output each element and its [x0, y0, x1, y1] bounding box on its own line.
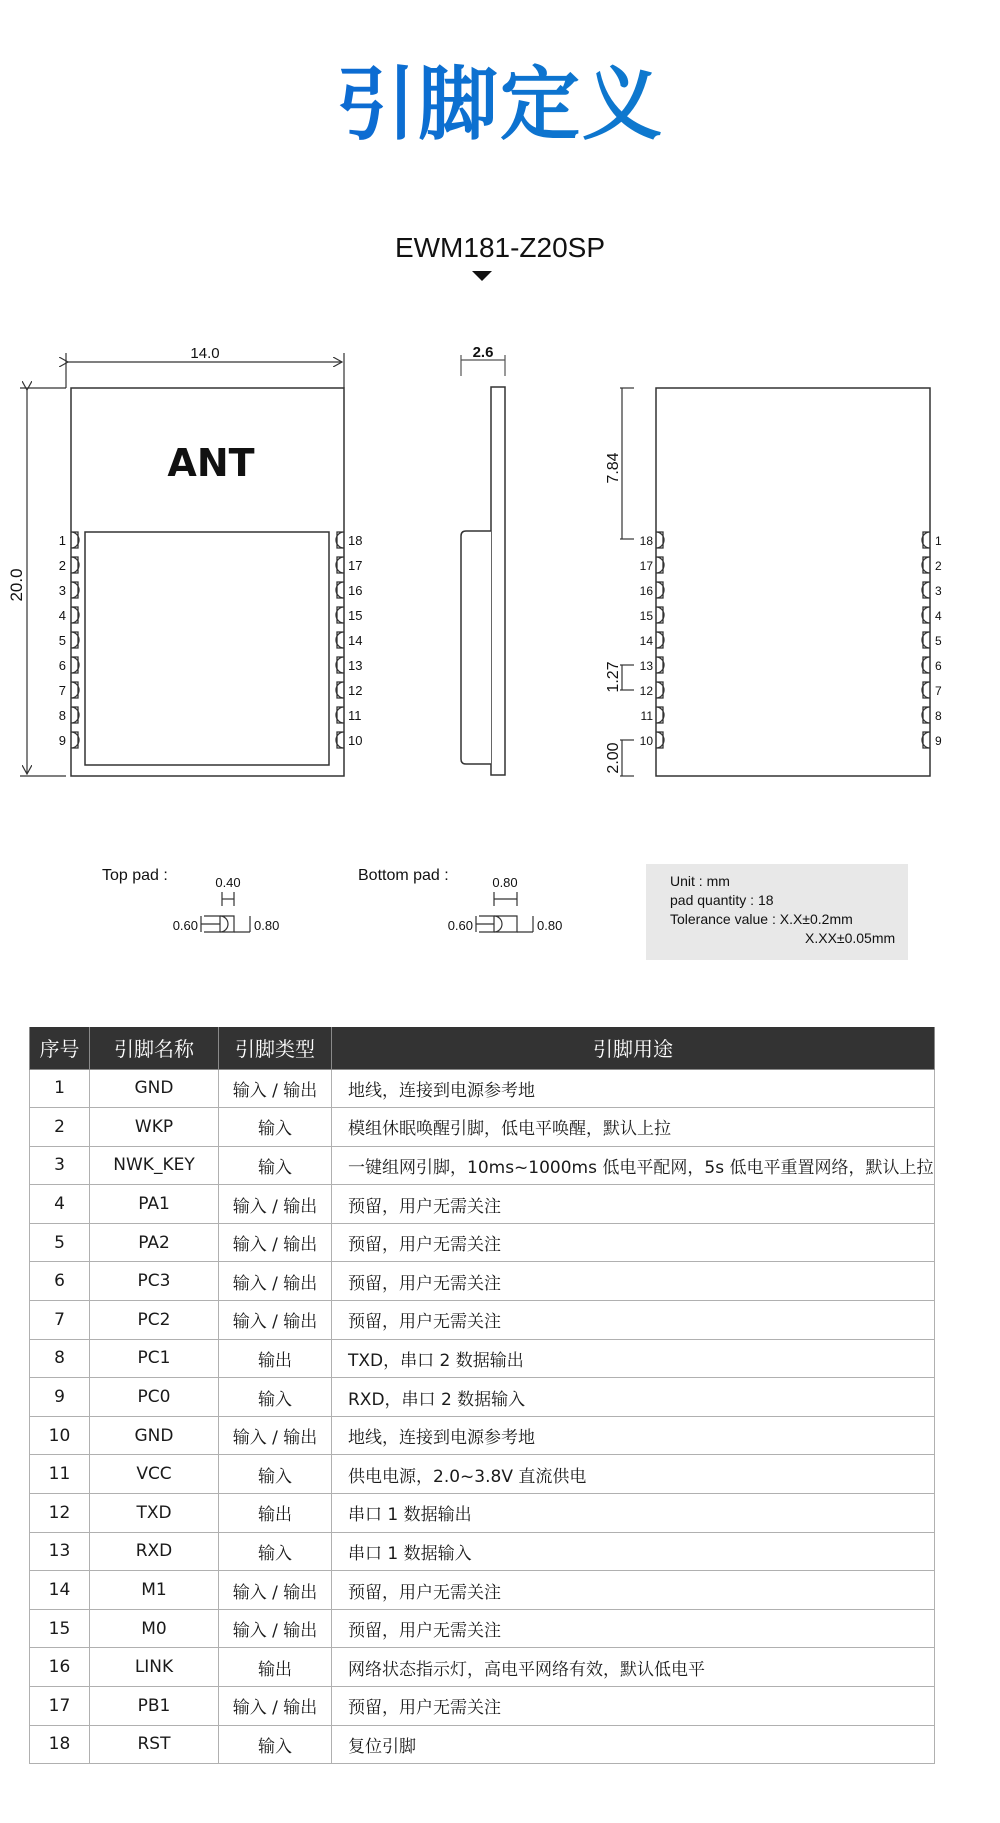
pin-usage: 预留，用户无需关注 — [332, 1609, 935, 1648]
spec-info-box — [646, 864, 908, 960]
svg-text:0.80: 0.80 — [492, 875, 518, 890]
svg-text:15: 15 — [348, 608, 363, 623]
pin-number: 14 — [30, 1571, 90, 1610]
svg-text:2.00: 2.00 — [605, 742, 622, 774]
svg-text:16: 16 — [348, 583, 363, 598]
pin-type: 输入 / 输出 — [219, 1571, 332, 1610]
antenna-label: ANT — [167, 441, 255, 485]
table-row — [30, 1571, 935, 1610]
pin-type: 输出 — [219, 1648, 332, 1687]
svg-text:6: 6 — [935, 659, 942, 673]
pin-number: 3 — [30, 1146, 90, 1185]
pin-number: 8 — [30, 1339, 90, 1378]
svg-text:12: 12 — [639, 684, 653, 698]
pin-type: 输入 — [219, 1108, 332, 1147]
table-row — [30, 1416, 935, 1455]
pin-number: 17 — [30, 1687, 90, 1726]
pin-type: 输出 — [219, 1339, 332, 1378]
pin-usage: TXD，串口 2 数据输出 — [332, 1339, 935, 1378]
pin-number: 9 — [30, 1378, 90, 1417]
table-header-row — [30, 1027, 935, 1069]
svg-text:2: 2 — [58, 558, 66, 573]
pin-number: 15 — [30, 1609, 90, 1648]
pin-number: 11 — [30, 1455, 90, 1494]
table-row — [30, 1687, 935, 1726]
pin-usage: 预留，用户无需关注 — [332, 1262, 935, 1301]
pin-type: 输入 — [219, 1146, 332, 1185]
svg-text:3: 3 — [935, 584, 942, 598]
pin-usage: 串口 1 数据输入 — [332, 1532, 935, 1571]
pin-usage: 模组休眠唤醒引脚，低电平唤醒，默认上拉 — [332, 1108, 935, 1147]
svg-text:0.60: 0.60 — [172, 918, 198, 933]
pin-name: M1 — [90, 1571, 219, 1610]
pin-name: PB1 — [90, 1687, 219, 1726]
table-row — [30, 1532, 935, 1571]
pin-number: 4 — [30, 1185, 90, 1224]
svg-text:Top pad :: Top pad : — [102, 867, 168, 884]
svg-text:5: 5 — [58, 633, 66, 648]
pin-name: WKP — [90, 1108, 219, 1147]
svg-text:4: 4 — [935, 609, 942, 623]
pin-type: 输入 — [219, 1378, 332, 1417]
svg-text:1: 1 — [935, 534, 942, 548]
table-row — [30, 1146, 935, 1185]
pin-usage: 串口 1 数据输出 — [332, 1494, 935, 1533]
pin-name: TXD — [90, 1494, 219, 1533]
pin-name: RST — [90, 1725, 219, 1764]
tolerance-label: Tolerance value : X.X±0.2mm — [670, 911, 853, 927]
pin-number: 16 — [30, 1648, 90, 1687]
header-pin-name: 引脚名称 — [90, 1027, 219, 1069]
pin-usage: 预留，用户无需关注 — [332, 1301, 935, 1340]
svg-text:1: 1 — [58, 533, 66, 548]
svg-text:17: 17 — [348, 558, 363, 573]
svg-text:4: 4 — [58, 608, 66, 623]
table-row — [30, 1455, 935, 1494]
table-row — [30, 1378, 935, 1417]
table-row — [30, 1069, 935, 1108]
pin-number: 6 — [30, 1262, 90, 1301]
unit-label: Unit : mm — [670, 873, 730, 889]
pin-name: PA1 — [90, 1185, 219, 1224]
pin-usage: 预留，用户无需关注 — [332, 1571, 935, 1610]
pin-type: 输入 / 输出 — [219, 1301, 332, 1340]
pin-type: 输入 — [219, 1725, 332, 1764]
svg-text:17: 17 — [639, 559, 653, 573]
svg-text:12: 12 — [348, 683, 363, 698]
pin-type: 输入 — [219, 1455, 332, 1494]
table-row — [30, 1648, 935, 1687]
pin-name: VCC — [90, 1455, 219, 1494]
svg-text:1.27: 1.27 — [605, 661, 622, 693]
pin-type: 输入 / 输出 — [219, 1069, 332, 1108]
bottom-view — [605, 388, 942, 776]
pad-quantity-label: pad quantity : 18 — [670, 892, 774, 908]
svg-text:3: 3 — [58, 583, 66, 598]
pin-type: 输出 — [219, 1494, 332, 1533]
pin-name: PC3 — [90, 1262, 219, 1301]
pin-name: RXD — [90, 1532, 219, 1571]
pin-usage: RXD，串口 2 数据输入 — [332, 1378, 935, 1417]
model-name: EWM181-Z20SP — [394, 232, 606, 263]
table-row — [30, 1494, 935, 1533]
header-pin-usage: 引脚用途 — [332, 1027, 935, 1069]
pin-number: 18 — [30, 1725, 90, 1764]
pin-number: 2 — [30, 1108, 90, 1147]
svg-text:8: 8 — [935, 709, 942, 723]
svg-text:7.84: 7.84 — [605, 452, 622, 484]
pin-name: LINK — [90, 1648, 219, 1687]
svg-text:16: 16 — [639, 584, 653, 598]
svg-text:8: 8 — [58, 708, 66, 723]
svg-text:0.80: 0.80 — [537, 918, 563, 933]
pin-name: NWK_KEY — [90, 1146, 219, 1185]
pin-type: 输入 — [219, 1532, 332, 1571]
svg-text:5: 5 — [935, 634, 942, 648]
svg-text:14: 14 — [639, 634, 653, 648]
svg-text:10: 10 — [348, 733, 363, 748]
header-number: 序号 — [30, 1027, 90, 1069]
svg-text:2: 2 — [935, 559, 942, 573]
pin-type: 输入 / 输出 — [219, 1262, 332, 1301]
bottom-pad-detail — [358, 867, 562, 933]
width-dimension-label: 14.0 — [190, 345, 220, 362]
pin-name: PC2 — [90, 1301, 219, 1340]
svg-text:0.60: 0.60 — [447, 918, 473, 933]
svg-text:9: 9 — [935, 734, 942, 748]
tolerance-label-2: X.XX±0.05mm — [805, 930, 896, 946]
table-row — [30, 1339, 935, 1378]
table-row — [30, 1262, 935, 1301]
pin-usage: 一键组网引脚，10ms~1000ms 低电平配网，5s 低电平重置网络，默认上拉 — [332, 1146, 935, 1185]
pin-number: 10 — [30, 1416, 90, 1455]
table-row — [30, 1301, 935, 1340]
pin-definition-table — [29, 1027, 935, 1764]
svg-text:13: 13 — [348, 658, 363, 673]
pin-type: 输入 / 输出 — [219, 1687, 332, 1726]
svg-text:Bottom pad :: Bottom pad : — [358, 867, 449, 884]
svg-text:9: 9 — [58, 733, 66, 748]
pin-name: PC0 — [90, 1378, 219, 1417]
svg-text:10: 10 — [639, 734, 653, 748]
svg-text:6: 6 — [58, 658, 66, 673]
svg-text:0.40: 0.40 — [215, 875, 241, 890]
svg-text:18: 18 — [639, 534, 653, 548]
down-arrow-icon — [472, 271, 492, 281]
svg-text:11: 11 — [640, 709, 653, 723]
svg-text:15: 15 — [639, 609, 653, 623]
svg-text:18: 18 — [348, 533, 363, 548]
page-title: 引脚定义 — [0, 60, 1000, 150]
pin-usage: 地线，连接到电源参考地 — [332, 1416, 935, 1455]
pin-number: 7 — [30, 1301, 90, 1340]
svg-text:7: 7 — [58, 683, 66, 698]
svg-text:7: 7 — [935, 684, 942, 698]
pin-name: PC1 — [90, 1339, 219, 1378]
height-dimension-label: 20.0 — [7, 568, 26, 602]
table-row — [30, 1223, 935, 1262]
svg-text:14: 14 — [348, 633, 363, 648]
pin-type: 输入 / 输出 — [219, 1223, 332, 1262]
pin-name: GND — [90, 1069, 219, 1108]
pin-usage: 供电电源，2.0~3.8V 直流供电 — [332, 1455, 935, 1494]
svg-text:13: 13 — [639, 659, 653, 673]
pin-name: PA2 — [90, 1223, 219, 1262]
pin-usage: 地线，连接到电源参考地 — [332, 1069, 935, 1108]
top-pad-detail — [102, 867, 279, 933]
top-view — [7, 345, 362, 776]
svg-text:0.80: 0.80 — [254, 918, 280, 933]
table-row — [30, 1185, 935, 1224]
pin-usage: 预留，用户无需关注 — [332, 1223, 935, 1262]
header-pin-type: 引脚类型 — [219, 1027, 332, 1069]
pin-type: 输入 / 输出 — [219, 1416, 332, 1455]
pin-number: 13 — [30, 1532, 90, 1571]
pin-number: 1 — [30, 1069, 90, 1108]
pin-usage: 复位引脚 — [332, 1725, 935, 1764]
thickness-dimension-label: 2.6 — [472, 344, 494, 361]
pin-type: 输入 / 输出 — [219, 1185, 332, 1224]
pin-usage: 预留，用户无需关注 — [332, 1185, 935, 1224]
pin-number: 12 — [30, 1494, 90, 1533]
table-row — [30, 1725, 935, 1764]
pin-type: 输入 / 输出 — [219, 1609, 332, 1648]
pin-usage: 网络状态指示灯，高电平网络有效，默认低电平 — [332, 1648, 935, 1687]
pin-name: GND — [90, 1416, 219, 1455]
pin-number: 5 — [30, 1223, 90, 1262]
pin-name: M0 — [90, 1609, 219, 1648]
pin-usage: 预留，用户无需关注 — [332, 1687, 935, 1726]
table-row — [30, 1108, 935, 1147]
svg-text:11: 11 — [348, 708, 362, 723]
side-view — [461, 344, 505, 775]
table-row — [30, 1609, 935, 1648]
